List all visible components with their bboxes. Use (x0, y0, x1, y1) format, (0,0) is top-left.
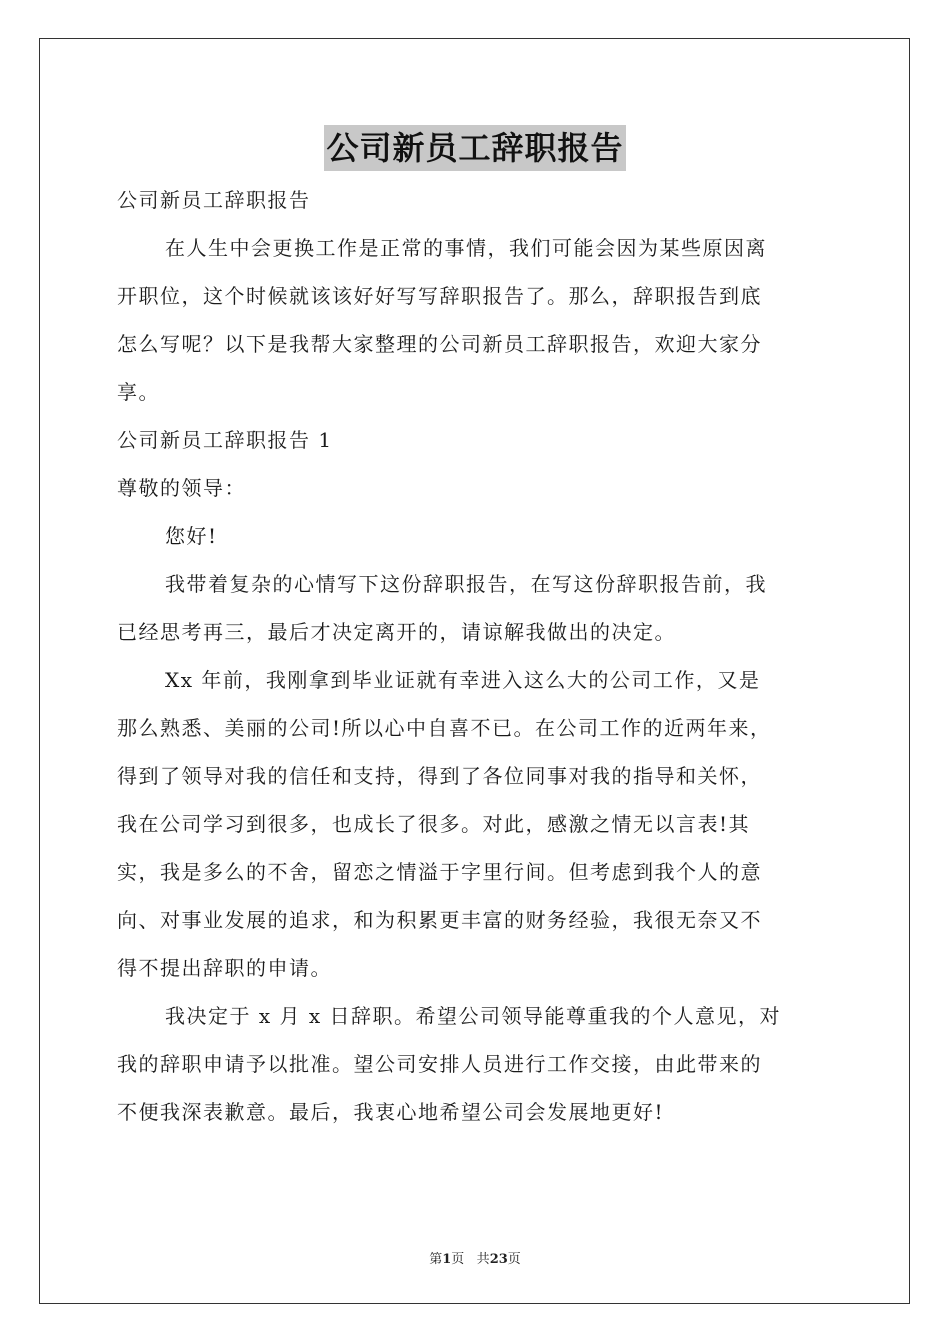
text-line: 我带着复杂的心情写下这份辞职报告，在写这份辞职报告前，我 (165, 572, 767, 596)
paragraph-2 (117, 656, 833, 992)
intro-paragraph (117, 224, 833, 416)
text-line: 不便我深表歉意。最后，我衷心地希望公司会发展地更好! (117, 1100, 665, 1124)
greeting: 您好! (165, 524, 218, 548)
total-label-prefix: 共 (476, 1252, 490, 1267)
subtitle: 公司新员工辞职报告 (117, 188, 311, 212)
paragraph-1 (117, 560, 833, 656)
page-footer (0, 1248, 950, 1267)
title-container (0, 125, 950, 171)
page-label-prefix: 第 (429, 1252, 443, 1267)
text-line: 我决定于 x 月 x 日辞职。希望公司领导能尊重我的个人意见，对 (165, 1004, 781, 1028)
text-line: 怎么写呢？以下是我帮大家整理的公司新员工辞职报告，欢迎大家分 (117, 332, 762, 356)
salutation: 尊敬的领导： (117, 476, 246, 500)
text-line: Xx 年前，我刚拿到毕业证就有幸进入这么大的公司工作，又是 (165, 668, 761, 692)
text-line: 得到了领导对我的信任和支持，得到了各位同事对我的指导和关怀， (117, 764, 762, 788)
text-line: 享。 (117, 380, 160, 404)
text-line: 已经思考再三，最后才决定离开的，请谅解我做出的决定。 (117, 620, 676, 644)
document-body (117, 176, 833, 1136)
page-label-unit: 页 (451, 1252, 465, 1267)
text-line: 那么熟悉、美丽的公司!所以心中自喜不已。在公司工作的近两年来， (117, 716, 772, 740)
text-line: 我的辞职申请予以批准。望公司安排人员进行工作交接，由此带来的 (117, 1052, 762, 1076)
page-number: 1 (442, 1252, 452, 1267)
text-line: 开职位，这个时候就该该好好写写辞职报告了。那么，辞职报告到底 (117, 284, 762, 308)
text-line: 在人生中会更换工作是正常的事情，我们可能会因为某些原因离 (165, 236, 767, 260)
text-line: 实，我是多么的不舍，留恋之情溢于字里行间。但考虑到我个人的意 (117, 860, 762, 884)
total-label-unit: 页 (507, 1252, 521, 1267)
document-title: 公司新员工辞职报告 (324, 125, 625, 171)
total-pages: 23 (489, 1252, 508, 1267)
section-heading: 公司新员工辞职报告 1 (117, 428, 333, 452)
paragraph-3 (117, 992, 833, 1136)
text-line: 我在公司学习到很多，也成长了很多。对此，感激之情无以言表!其 (117, 812, 751, 836)
text-line: 得不提出辞职的申请。 (117, 956, 332, 980)
text-line: 向、对事业发展的追求，和为积累更丰富的财务经验，我很无奈又不 (117, 908, 762, 932)
